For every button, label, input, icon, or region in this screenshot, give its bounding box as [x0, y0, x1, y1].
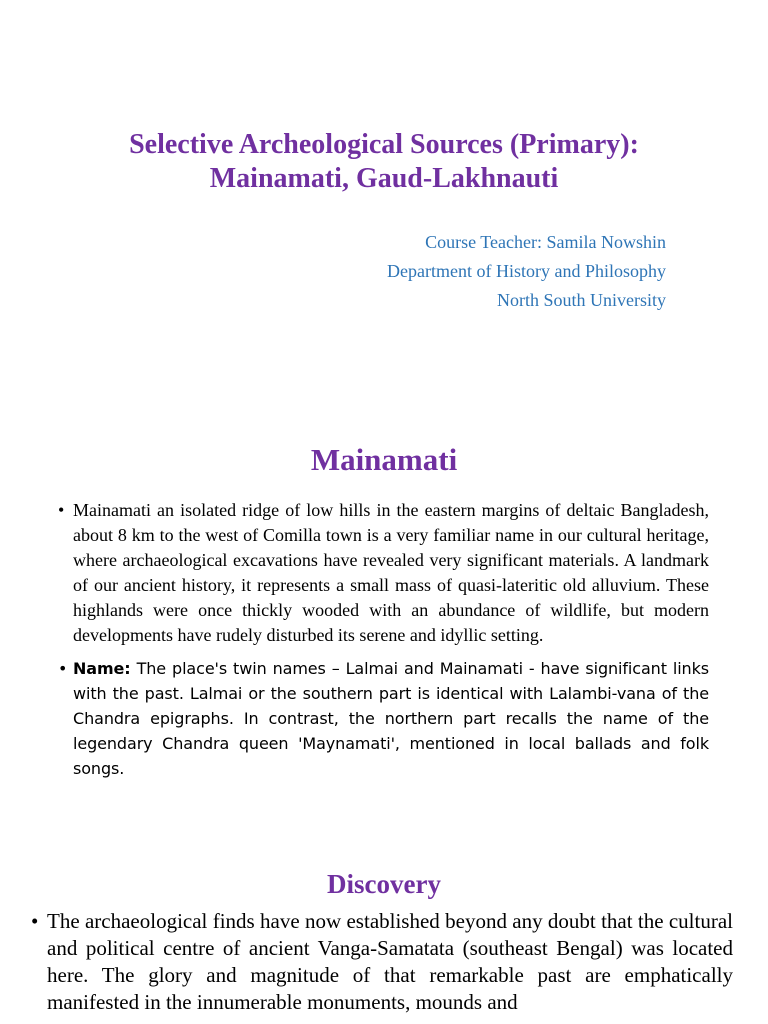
list-item [31, 908, 733, 1016]
section-heading-discovery: Discovery [327, 869, 441, 899]
course-teacher: Course Teacher: Samila Nowshin [425, 232, 666, 252]
bullet-icon: • [58, 659, 68, 678]
title-line-1: Selective Archeological Sources (Primary): [129, 129, 639, 160]
discovery-paragraph-1: The archaeological finds have now established beyond any doubt that the cultural and political centre of ancient Vanga-Samatata (southeast Bengal) was located here. The glory and magnitude of that remarkable past are emphatically manifested in the innumerable monuments, mounds and [47, 909, 733, 1014]
list-item [58, 656, 709, 781]
department-name: Department of History and Philosophy [387, 261, 666, 281]
university-name: North South University [497, 290, 666, 310]
mainamati-paragraph-2: The place's twin names – Lalmai and Mainamati - have significant links with the past. Lalmai or the southern part is identical with Lalambi-vana of the Chandra epigraphs. In contrast, the northern part recalls the name of the legendary Chandra queen 'Maynamati', mentioned in local ballads and folk songs. [73, 659, 709, 778]
title-line-2: Mainamati, Gaud-Lakhnauti [209, 163, 559, 194]
discovery-bullet-list [31, 908, 733, 1016]
mainamati-paragraph-1: Mainamati an isolated ridge of low hills in the eastern margins of deltaic Bangladesh, about 8 km to the west of Comilla town is a very familiar name in our cultural heritage, where archaeological excavations have revealed very significant materials. A landmark of our ancient history, it represents a small mass of quasi-lateritic old alluvium. These highlands were once thickly wooded with an abundance of wildlife, but modern developments have rudely disturbed its serene and idyllic setting. [73, 500, 709, 645]
name-label: Name: [73, 659, 131, 678]
bullet-icon: • [58, 500, 65, 520]
section-heading-mainamati: Mainamati [310, 442, 458, 477]
mainamati-bullet-list [58, 498, 709, 781]
slide-title [60, 128, 708, 196]
list-item [58, 498, 709, 648]
bullet-icon: • [31, 909, 39, 933]
course-credits [387, 228, 666, 315]
